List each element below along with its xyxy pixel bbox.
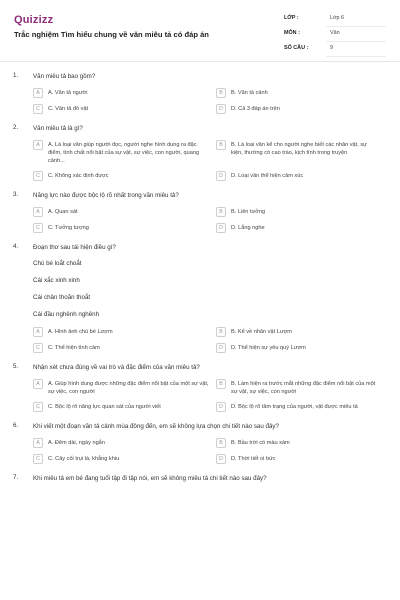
question-1 [0,72,400,114]
question-6 [0,422,400,464]
answer-letter-badge: D [216,343,226,353]
question-number: 7. [13,474,19,481]
answer-option-a[interactable] [33,140,216,165]
answer-option-b[interactable] [216,438,386,448]
answer-text: D. Loại văn thể hiện cảm xúc [231,173,304,179]
passage-line: Cái đầu nghênh nghênh [33,311,100,318]
passage-line: Cái xắc xinh xinh [33,277,80,284]
answer-option-c[interactable] [33,402,216,412]
meta-row-class [284,12,386,27]
question-list [0,72,400,493]
answer-grid [33,88,388,114]
answer-letter-badge: C [33,171,43,181]
answer-option-b[interactable] [216,88,386,98]
question-text: Năng lực nào được bộc lộ rõ nhất trong văn miêu tả? [33,192,179,199]
answer-text: B. Bầu trời có màu xám [231,440,290,446]
answer-option-d[interactable] [216,454,386,464]
answer-option-a[interactable] [33,88,216,98]
answer-letter-badge: C [33,223,43,233]
question-5 [0,363,400,412]
answer-letter-badge: C [33,402,43,412]
question-text: Khi viết một đoạn văn tả cảnh mùa đông đến, em sẽ không lựa chọn chi tiết nào sau đây? [33,423,279,430]
answer-text: B. Làm hiện ra trước mắt những đặc điểm nổi bật của một sự vật, sự việc, con người [231,381,376,395]
answer-text: B. Liên tưởng [231,209,266,215]
answer-option-a[interactable] [33,379,216,396]
question-3 [0,191,400,233]
meta-row-subject [284,27,386,42]
answer-text: A. Đêm dài, ngày ngắn [48,440,105,446]
answer-option-d[interactable] [216,343,386,353]
answer-text: D. Thời tiết oi bức [231,456,276,462]
answer-grid [33,379,388,412]
answer-option-b[interactable] [216,140,386,165]
answer-letter-badge: B [216,207,226,217]
answer-option-c[interactable] [33,104,216,114]
answer-text: B. Kể về nhân vật Lượm [231,329,292,335]
answer-option-a[interactable] [33,438,216,448]
question-number: 1. [13,72,19,79]
answer-text: D. Thể hiện sự yêu quý Lượm [231,345,306,351]
answer-option-c[interactable] [33,171,216,181]
meta-value: Lớp 6 [330,15,345,21]
answer-option-c[interactable] [33,223,216,233]
answer-letter-badge: A [33,327,43,337]
meta-label: SỐ CÂU : [284,45,309,51]
question-text: Khi miêu tả em bé đang tuổi tập đi tập nói, em sẽ không miêu tả chi tiết nào sau đây? [33,475,267,482]
answer-letter-badge: D [216,402,226,412]
answer-text: A. Quan sát [48,209,78,215]
answer-letter-badge: B [216,88,226,98]
answer-text: C. Bộc lộ rõ năng lực quan sát của người viết [48,404,161,410]
answer-letter-badge: B [216,379,226,389]
answer-letter-badge: D [216,454,226,464]
answer-letter-badge: D [216,171,226,181]
answer-text: C. Cây cối trụi lá, khẳng khiu [48,456,120,462]
question-number: 6. [13,422,19,429]
answer-grid [33,327,388,353]
answer-letter-badge: D [216,223,226,233]
answer-letter-badge: B [216,438,226,448]
question-text: Đoạn thơ sau tái hiện điều gì? [33,244,116,251]
quizizz-logo: Quizizz [14,14,54,26]
answer-option-d[interactable] [216,402,386,412]
answer-text: A. Giúp hình dung được những đặc điểm nổi bật của một sự vật, sự việc, con người [48,381,209,395]
meta-value: Văn [330,30,340,36]
answer-option-c[interactable] [33,454,216,464]
meta-info [284,12,386,57]
answer-option-b[interactable] [216,327,386,337]
answer-text: C. Tưởng tượng [48,225,89,231]
question-text: Văn miêu tả bao gồm? [33,73,96,80]
answer-option-d[interactable] [216,104,386,114]
answer-text: D. Cả 3 đáp án trên [231,106,280,112]
answer-letter-badge: C [33,343,43,353]
answer-text: A. Hình ảnh chú bé Lượm [48,329,113,335]
answer-text: A. Văn tả người [48,90,88,96]
answer-option-d[interactable] [216,223,386,233]
answer-grid [33,207,388,233]
answer-grid [33,140,388,181]
question-2 [0,124,400,181]
question-4 [0,243,400,353]
answer-option-b[interactable] [216,207,386,217]
meta-row-question-count [284,42,386,57]
answer-text: A. Là loại văn giúp người đọc, người nghe hình dung ra đặc điểm, tính chất nổi bật của sự vật, sự việc, con người, quang cảnh... [48,142,200,164]
answer-grid [33,438,388,464]
answer-option-c[interactable] [33,343,216,353]
question-number: 3. [13,191,19,198]
answer-text: D. Lắng nghe [231,225,265,231]
answer-letter-badge: D [216,104,226,114]
question-number: 2. [13,124,19,131]
answer-letter-badge: C [33,454,43,464]
page-title: Trắc nghiệm Tìm hiểu chung về văn miêu tả có đáp án [14,30,209,39]
answer-text: C. Văn tả đồ vật [48,106,89,112]
question-text: Nhận xét chưa đúng về vai trò và đặc điểm của văn miêu tả? [33,364,200,371]
answer-letter-badge: B [216,327,226,337]
passage-line: Chú bé loắt choắt [33,260,82,267]
answer-text: D. Bộc lộ rõ tâm trạng của người, vật được miêu tả [231,404,358,410]
answer-option-a[interactable] [33,327,216,337]
answer-letter-badge: C [33,104,43,114]
answer-option-b[interactable] [216,379,386,396]
answer-letter-badge: B [216,140,226,150]
question-number: 4. [13,243,19,250]
question-text: Văn miêu tả là gì? [33,125,83,132]
answer-option-d[interactable] [216,171,386,181]
answer-letter-badge: A [33,438,43,448]
answer-text: C. Không xác định được [48,173,109,179]
answer-text: C. Thể hiện tình cảm [48,345,100,351]
answer-text: B. Là loại văn kể cho người nghe biết các nhân vật, sự kiện, thường có cao trào, kịch tính trong truyện [231,142,367,156]
answer-option-a[interactable] [33,207,216,217]
meta-label: MÔN : [284,30,300,36]
answer-text: B. Văn tả cảnh [231,90,268,96]
meta-label: LỚP : [284,15,299,21]
answer-letter-badge: A [33,88,43,98]
passage-line: Cái chân thoăn thoắt [33,294,91,301]
question-7 [0,474,400,483]
question-number: 5. [13,363,19,370]
worksheet-header [0,0,400,62]
answer-letter-badge: A [33,207,43,217]
answer-letter-badge: A [33,140,43,150]
meta-value: 9 [330,45,333,51]
answer-letter-badge: A [33,379,43,389]
